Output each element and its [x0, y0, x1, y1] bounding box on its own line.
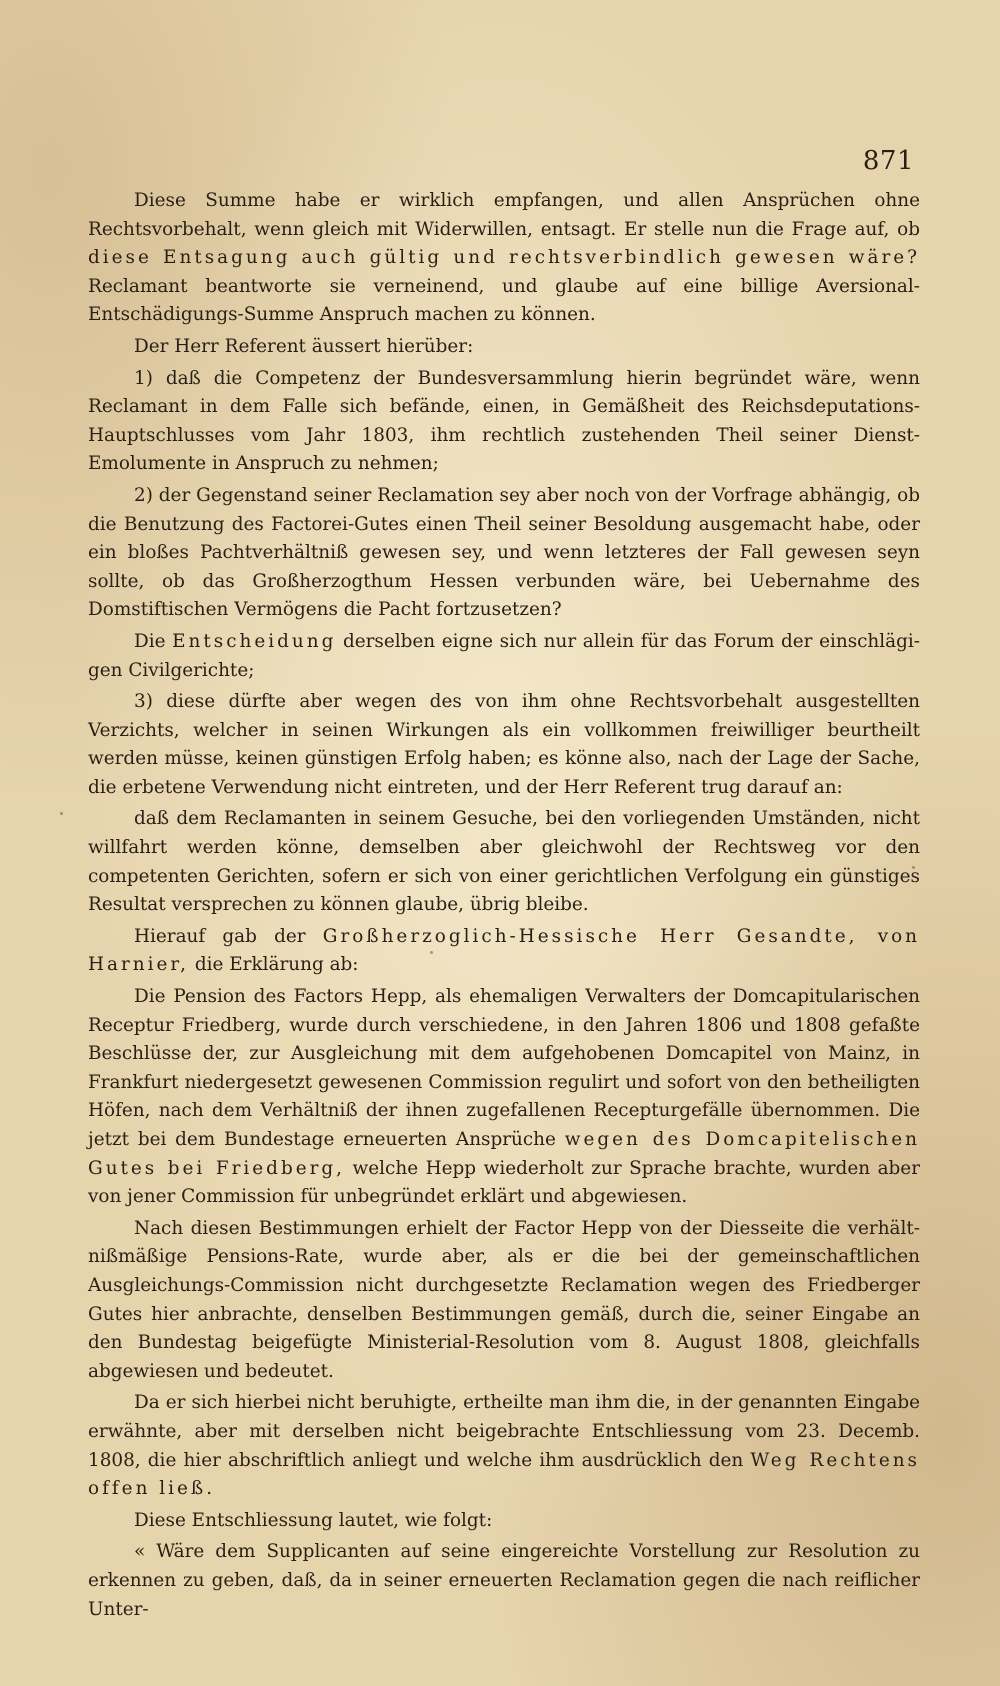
paragraph-text: « Wäre dem Supplicanten auf seine eingereichte Vorstellung zur Resolution zu erkennen zu geben, daß, da in seiner erneuerten Reclamation gegen die nach reiflicher Unter-: [88, 1541, 920, 1620]
emphasized-text: diese Entsagung auch gültig und rechtsverbindlich gewesen wäre?: [88, 247, 920, 269]
paper-speck: [430, 951, 433, 954]
paragraph-text: Hierauf gab der: [134, 925, 323, 947]
paragraph: [88, 333, 920, 362]
document-body: [88, 187, 920, 1627]
paragraph-text: Reclamant beantworte sie verneinend, und glaube auf eine billige Aversional-Entschädigungs-Summe Anspruch machen zu können.: [88, 275, 920, 326]
paragraph: [88, 187, 920, 330]
emphasized-text: Großherzoglich-Hessische Herr Gesandte, von Harnier,: [88, 925, 920, 976]
paragraph-text: derselben eigne sich nur allein für das Forum der einschlägigen Civilgerichte;: [88, 630, 920, 681]
paper-speck: [60, 812, 63, 815]
paragraph: [88, 688, 920, 802]
paragraph-text: 2) der Gegenstand seiner Reclamation sey aber noch von der Vorfrage abhängig, ob die Benutzung des Factorei-Gutes einen Theil seiner Besoldung ausgemacht habe, oder ein bloßes Pachtverhältniß gewesen sey, und wenn letzteres der Fall gewesen seyn sollte, ob das Großherzogthum Hessen verbunden wäre, bei Uebernahme des Domstiftischen Vermögens die Pacht fortzusetzen?: [88, 484, 920, 621]
paragraph: [88, 1389, 920, 1503]
paragraph: [88, 1507, 920, 1536]
paragraph-text: Da er sich hierbei nicht beruhigte, ertheilte man ihm die, in der genannten Eingabe erwähnte, aber mit derselben nicht beigebrachte Entschliessung vom 23. Decemb. 1808, die hier abschriftlich anliegt und welche ihm ausdrücklich den: [88, 1392, 920, 1471]
paragraph: [88, 983, 920, 1212]
emphasized-text: Entscheidung: [172, 630, 337, 652]
paragraph: [88, 923, 920, 980]
paragraph-text: 1) daß die Competenz der Bundesversammlung hierin begründet wäre, wenn Reclamant in dem Falle sich befände, einen, in Gemäßheit des Reichsdeputations-Hauptschlusses vom Jahr 1803, ihm rechtlich zustehenden Theil seiner Dienst-Emolumente in Anspruch zu nehmen;: [88, 367, 920, 475]
paragraph: [88, 1538, 920, 1624]
paragraph: [88, 805, 920, 919]
paragraph: [88, 1215, 920, 1387]
paragraph-text: Der Herr Referent äussert hierüber:: [134, 335, 474, 357]
paragraph: [88, 365, 920, 479]
emphasized-text: Weg Rechtens offen ließ.: [88, 1449, 920, 1500]
paragraph-text: die Erklärung ab:: [189, 954, 359, 976]
paragraph-text: daß dem Reclamanten in seinem Gesuche, bei den vorliegenden Umständen, nicht willfahrt werden könne, demselben aber gleichwohl der Rechtsweg vor den competenten Gerichten, sofern er sich von einer gerichtlichen Verfolgung ein günstiges Resultat versprechen zu können glaube, übrig bleibe.: [88, 808, 920, 916]
paragraph-text: welche Hepp wiederholt zur Sprache brachte, wurden aber von jener Commission für unbegründet erklärt und abgewiesen.: [88, 1157, 920, 1208]
paragraph-text: Die Pension des Factors Hepp, als ehemaligen Verwalters der Domcapitularischen Receptur Friedberg, wurde durch verschiedene, in den Jahren 1806 und 1808 gefaßte Beschlüsse der, zur Ausgleichung mit dem aufgehobenen Domcapitel von Mainz, in Frankfurt niedergesetzt gewesenen Commission regulirt und sofort von den betheiligten Höfen, nach dem Verhältniß der ihnen zugefallenen Recepturgefälle übernommen. Die jetzt bei dem Bundestage erneuerten Ansprüche: [88, 986, 920, 1150]
paragraph: [88, 628, 920, 685]
paragraph-text: Die: [134, 630, 173, 652]
paragraph: [88, 482, 920, 625]
paper-speck: [912, 866, 915, 869]
paragraph-text: Diese Summe habe er wirklich empfangen, und allen Ansprüchen ohne Rechtsvorbehalt, wenn gleich mit Widerwillen, entsagt. Er stelle nun die Frage auf, ob: [88, 190, 920, 240]
paragraph-text: Diese Entschliessung lautet, wie folgt:: [134, 1509, 493, 1531]
page-number: 871: [862, 146, 914, 176]
paragraph-text: Nach diesen Bestimmungen erhielt der Factor Hepp von der Diesseite die verhältnißmäßige Pensions-Rate, wurde aber, als er die bei der gemeinschaftlichen Ausgleichungs-Commission nicht durchgesetzte Reclamation wegen des Friedberger Gutes hier anbrachte, denselben Bestimmungen gemäß, durch die, seiner Eingabe an den Bundestag beigefügte Ministerial-Resolution vom 8. August 1808, gleichfalls abgewiesen und bedeutet.: [88, 1217, 920, 1382]
paragraph-text: 3) diese dürfte aber wegen des von ihm ohne Rechtsvorbehalt ausgestellten Verzichts, welcher in seinen Wirkungen als ein vollkommen freiwilliger beurtheilt werden müsse, keinen günstigen Erfolg haben; es könne also, nach der Lage der Sache, die erbetene Verwendung nicht eintreten, und der Herr Referent trug darauf an:: [88, 691, 920, 798]
emphasized-text: wegen des Domcapitelischen Gutes bei Friedberg,: [88, 1129, 920, 1179]
